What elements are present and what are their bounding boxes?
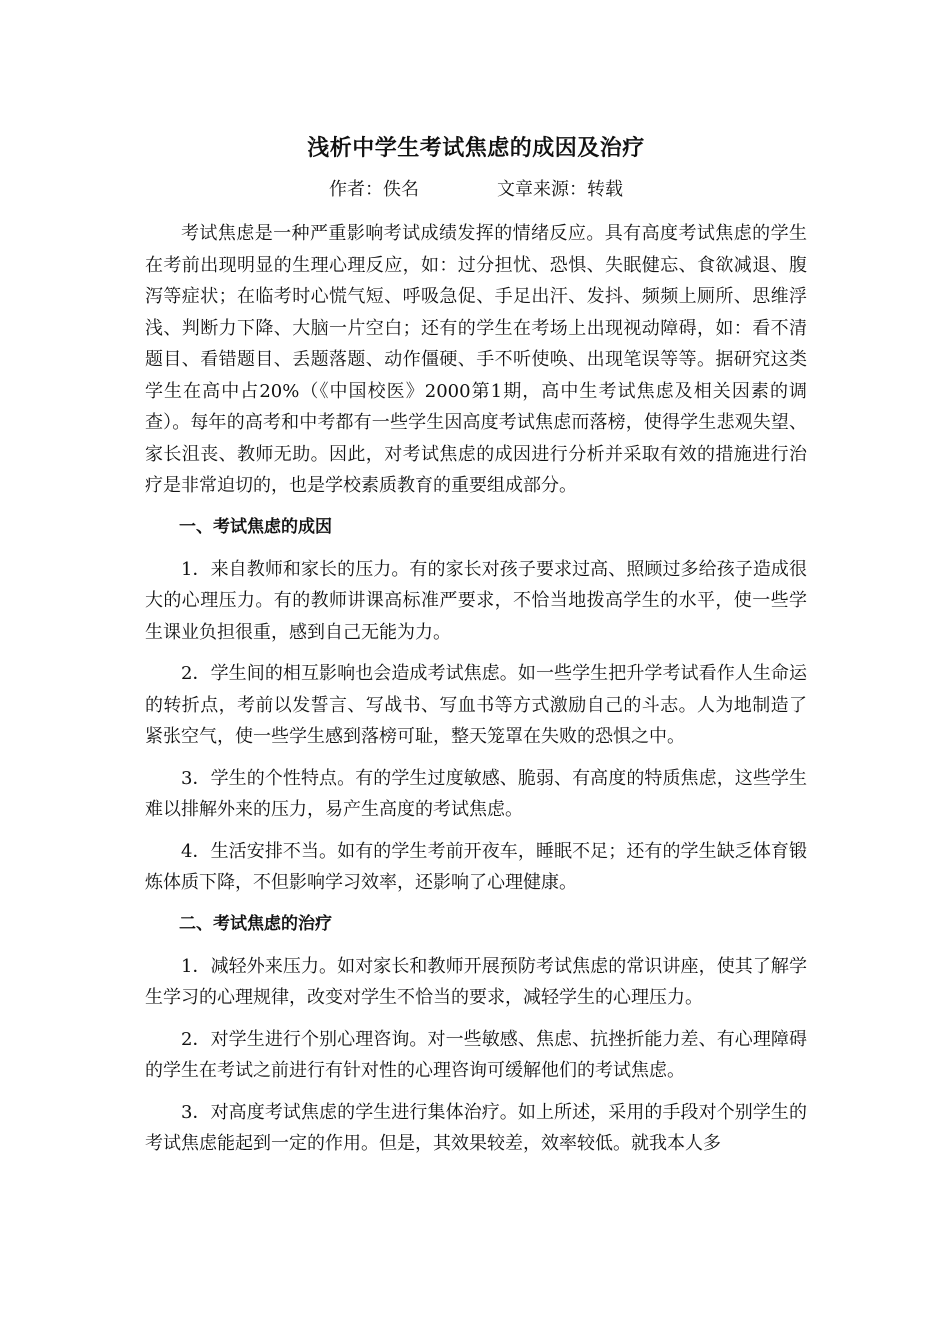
treatment-paragraph-1: 1．减轻外来压力。如对家长和教师开展预防考试焦虑的常识讲座，使其了解学生学习的心理规律，改变对学生不恰当的要求，减轻学生的心理压力。 (145, 955, 807, 1008)
document-meta (145, 174, 807, 206)
document-page (145, 128, 807, 1170)
author-label: 作者：佚名 (329, 179, 419, 200)
section-heading-treatment: 二、考试焦虑的治疗 (179, 913, 332, 934)
cause-paragraph-2: 2．学生间的相互影响也会造成考试焦虑。如一些学生把升学考试看作人生命运的转折点，考前以发誓言、写战书、写血书等方式激励自己的斗志。人为地制造了紧张空气，使一些学生感到落榜可耻，整天笼罩在失败的恐惧之中。 (145, 663, 807, 747)
treatment-paragraph-3: 3．对高度考试焦虑的学生进行集体治疗。如上所述，采用的手段对个别学生的考试焦虑能起到一定的作用。但是，其效果较差，效率较低。就我本人多 (145, 1101, 807, 1154)
cause-paragraph-4: 4．生活安排不当。如有的学生考前开夜车，睡眠不足；还有的学生缺乏体育锻炼体质下降，不但影响学习效率，还影响了心理健康。 (145, 840, 807, 893)
section-heading-causes: 一、考试焦虑的成因 (179, 516, 332, 537)
cause-paragraph-3: 3．学生的个性特点。有的学生过度敏感、脆弱、有高度的特质焦虑，这些学生难以排解外来的压力，易产生高度的考试焦虑。 (145, 767, 807, 820)
treatment-paragraph-2: 2．对学生进行个别心理咨询。对一些敏感、焦虑、抗挫折能力差、有心理障碍的学生在考试之前进行有针对性的心理咨询可缓解他们的考试焦虑。 (145, 1028, 807, 1081)
cause-paragraph-1: 1．来自教师和家长的压力。有的家长对孩子要求过高、照顾过多给孩子造成很大的心理压力。有的教师讲课高标准严要求，不恰当地拨高学生的水平，使一些学生课业负担很重，感到自己无能为力。 (145, 558, 807, 643)
intro-paragraph: 考试焦虑是一种严重影响考试成绩发挥的情绪反应。具有高度考试焦虑的学生在考前出现明显的生理心理反应，如：过分担忧、恐惧、失眠健忘、食欲减退、腹泻等症状；在临考时心慌气短、呼吸急促、手足出汗、发抖、频频上厕所、思维浮浅、判断力下降、大脑一片空白；还有的学生在考场上出现视动障碍，如：看不清题目、看错题目、丢题落题、动作僵硬、手不听使唤、出现笔误等等。据研究这类学生在高中占20%（《中国校医》2000第1期，高中生考试焦虑及相关因素的调查）。每年的高考和中考都有一些学生因高度考试焦虑而落榜，使得学生悲观失望、家长沮丧、教师无助。因此，对考试焦虑的成因进行分析并采取有效的措施进行治疗是非常迫切的，也是学校素质教育的重要组成部分。 (145, 223, 807, 496)
document-title: 浅析中学生考试焦虑的成因及治疗 (307, 135, 645, 161)
source-label: 文章来源：转载 (497, 179, 623, 200)
